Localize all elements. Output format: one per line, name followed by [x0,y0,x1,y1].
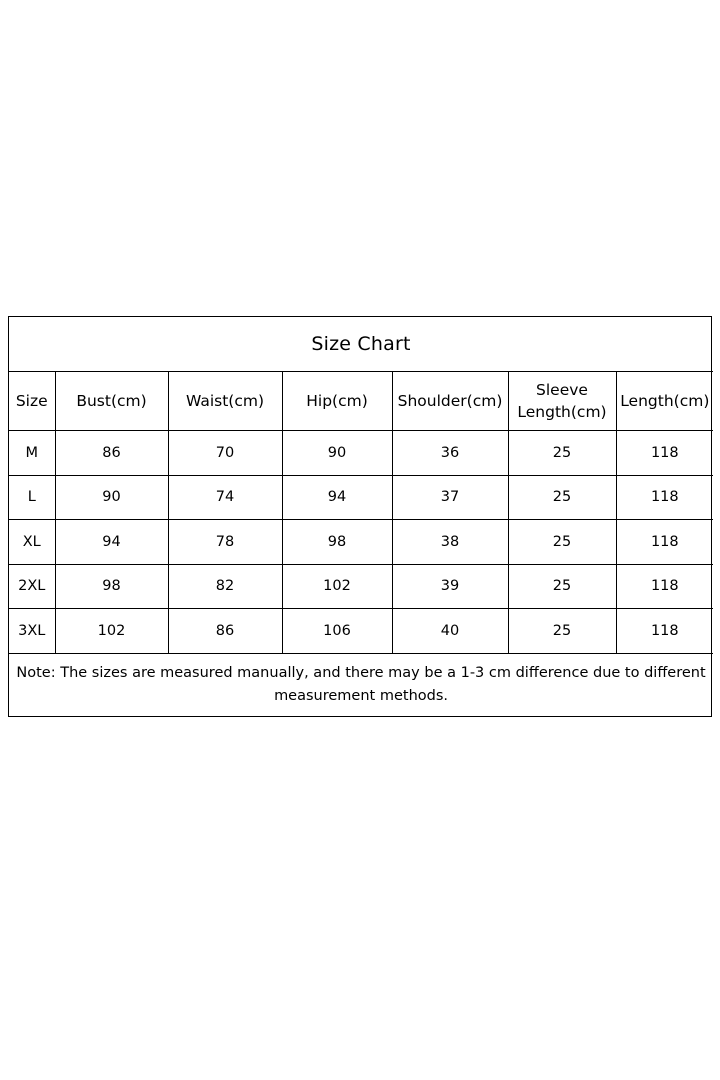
cell-sleeve: 25 [508,609,616,654]
column-header-sleeve-line2: Length(cm) [517,403,607,421]
table-row [9,475,713,520]
cell-waist: 82 [168,564,282,609]
cell-size: L [9,475,55,520]
cell-length: 118 [616,520,713,565]
cell-shoulder: 38 [392,520,508,565]
table-row [9,520,713,565]
cell-shoulder: 36 [392,431,508,476]
column-header-shoulder: Shoulder(cm) [392,372,508,431]
cell-length: 118 [616,564,713,609]
column-header-bust: Bust(cm) [55,372,168,431]
column-header-waist: Waist(cm) [168,372,282,431]
cell-sleeve: 25 [508,564,616,609]
cell-waist: 74 [168,475,282,520]
cell-waist: 70 [168,431,282,476]
table-row [9,564,713,609]
cell-length: 118 [616,609,713,654]
column-header-hip: Hip(cm) [282,372,392,431]
page-title: Size Chart [9,317,713,372]
table-title-row [9,317,713,372]
cell-bust: 86 [55,431,168,476]
cell-bust: 90 [55,475,168,520]
cell-size: M [9,431,55,476]
cell-hip: 106 [282,609,392,654]
measurement-note: Note: The sizes are measured manually, and there may be a 1-3 cm difference due to different measurement methods. [9,653,713,716]
cell-hip: 90 [282,431,392,476]
table-row [9,609,713,654]
column-header-sleeve-length [508,372,616,431]
cell-hip: 102 [282,564,392,609]
cell-shoulder: 39 [392,564,508,609]
column-header-length: Length(cm) [616,372,713,431]
cell-sleeve: 25 [508,520,616,565]
cell-bust: 102 [55,609,168,654]
column-header-sleeve-line1: Sleeve [536,380,588,399]
cell-length: 118 [616,475,713,520]
cell-size: 3XL [9,609,55,654]
cell-shoulder: 40 [392,609,508,654]
cell-size: 2XL [9,564,55,609]
cell-size: XL [9,520,55,565]
size-chart-table [9,317,713,716]
table-row [9,431,713,476]
size-chart-card [8,316,712,717]
cell-waist: 78 [168,520,282,565]
cell-length: 118 [616,431,713,476]
cell-hip: 98 [282,520,392,565]
cell-hip: 94 [282,475,392,520]
cell-shoulder: 37 [392,475,508,520]
cell-sleeve: 25 [508,431,616,476]
cell-bust: 94 [55,520,168,565]
table-note-row [9,653,713,716]
cell-bust: 98 [55,564,168,609]
column-header-size: Size [9,372,55,431]
cell-sleeve: 25 [508,475,616,520]
table-header-row [9,372,713,431]
cell-waist: 86 [168,609,282,654]
